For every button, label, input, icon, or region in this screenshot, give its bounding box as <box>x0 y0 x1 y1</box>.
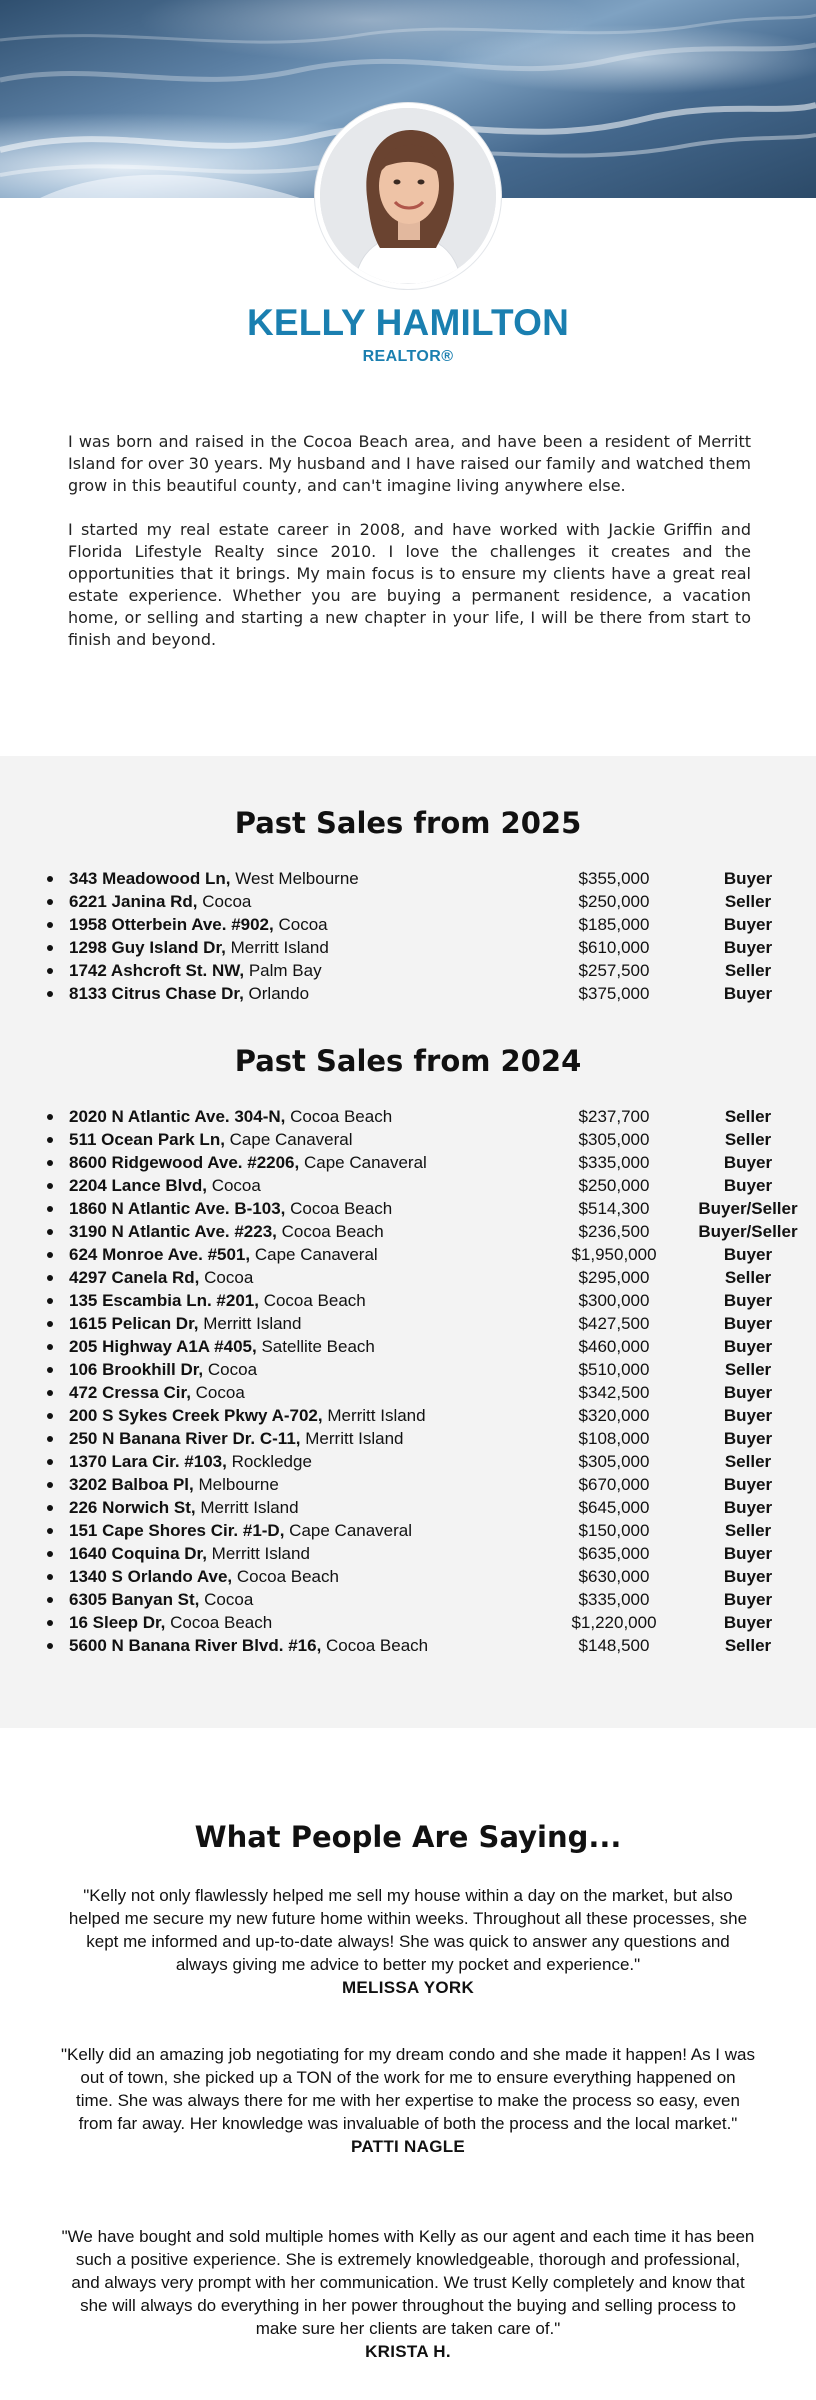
sale-role: Buyer <box>723 1291 773 1310</box>
sale-price: $295,000 <box>578 1268 650 1287</box>
sale-street: 511 Ocean Park Ln, <box>69 1130 225 1149</box>
portrait-photo-icon <box>320 108 496 284</box>
testimonials-heading: What People Are Saying... <box>194 1820 622 1854</box>
sale-city: Melbourne <box>198 1475 279 1494</box>
sale-city: Cocoa Beach <box>290 1107 393 1126</box>
sale-city: Cape Canaveral <box>289 1521 413 1540</box>
sale-role: Buyer <box>723 1475 773 1494</box>
sale-row <box>44 1266 772 1289</box>
sales-2024-heading: Past Sales from 2024 <box>234 1044 582 1078</box>
sale-address <box>69 1427 404 1450</box>
sale-city: Rockledge <box>231 1452 312 1471</box>
sale-address <box>69 1611 272 1634</box>
sale-price: $355,000 <box>578 869 650 888</box>
bullet-icon <box>47 1574 53 1580</box>
sale-row <box>44 1243 773 1266</box>
sale-role: Seller <box>724 1360 772 1379</box>
sale-street: 4297 Canela Rd, <box>69 1268 200 1287</box>
sale-role: Buyer <box>723 1153 773 1172</box>
sale-row <box>44 1473 773 1496</box>
sale-role: Buyer <box>723 984 773 1003</box>
sale-street: 226 Norwich St, <box>69 1498 196 1517</box>
sale-street: 5600 N Banana River Blvd. #16, <box>69 1636 322 1655</box>
sale-role: Buyer <box>723 1406 773 1425</box>
sale-city: Cocoa <box>211 1176 261 1195</box>
sale-address <box>69 1496 299 1519</box>
sale-price: $630,000 <box>578 1567 650 1586</box>
sale-role: Buyer <box>723 1498 773 1517</box>
bullet-icon <box>47 1390 53 1396</box>
sale-row <box>44 1220 798 1243</box>
bullet-icon <box>47 1252 53 1258</box>
sale-street: 8600 Ridgewood Ave. #2206, <box>69 1153 300 1172</box>
bullet-icon <box>47 1321 53 1327</box>
sale-row <box>44 1450 772 1473</box>
sale-city: Cocoa <box>195 1383 245 1402</box>
sale-street: 2020 N Atlantic Ave. 304-N, <box>69 1107 286 1126</box>
sale-address <box>69 1105 392 1128</box>
bullet-icon <box>47 945 53 951</box>
sale-price: $670,000 <box>578 1475 650 1494</box>
testimonial <box>60 2043 756 2158</box>
sale-address <box>69 1542 310 1565</box>
sale-price: $250,000 <box>578 1176 650 1195</box>
sale-address <box>69 1335 375 1358</box>
agent-bio <box>68 431 751 673</box>
sale-address <box>69 913 328 936</box>
sale-city: Merritt Island <box>200 1498 299 1517</box>
sale-city: Cocoa Beach <box>281 1222 384 1241</box>
bullet-icon <box>47 968 53 974</box>
sale-address <box>69 959 322 982</box>
sale-price: $150,000 <box>578 1521 650 1540</box>
sale-address <box>69 1358 257 1381</box>
sale-price: $250,000 <box>578 892 650 911</box>
sale-street: 3202 Balboa Pl, <box>69 1475 194 1494</box>
sale-city: Cocoa Beach <box>263 1291 366 1310</box>
agent-name: KELLY HAMILTON <box>246 302 570 343</box>
bullet-icon <box>47 1505 53 1511</box>
sale-role: Buyer <box>723 869 773 888</box>
sale-role: Buyer <box>723 1314 773 1333</box>
sales-2024-list <box>44 1105 798 1657</box>
sale-address <box>69 1565 339 1588</box>
sale-city: Cocoa Beach <box>326 1636 429 1655</box>
bullet-icon <box>47 1137 53 1143</box>
sales-2025-heading: Past Sales from 2025 <box>234 806 582 840</box>
sale-price: $514,300 <box>578 1199 650 1218</box>
sale-price: $108,000 <box>578 1429 650 1448</box>
bullet-icon <box>47 922 53 928</box>
sale-price: $510,000 <box>578 1360 650 1379</box>
sale-price: $185,000 <box>578 915 650 934</box>
sale-address <box>69 1519 412 1542</box>
sale-role: Seller <box>724 1521 772 1540</box>
sale-street: 250 N Banana River Dr. C-11, <box>69 1429 301 1448</box>
sale-price: $375,000 <box>578 984 650 1003</box>
sale-city: Cocoa <box>207 1360 258 1379</box>
bullet-icon <box>47 1597 53 1603</box>
sale-row <box>44 1197 798 1220</box>
bullet-icon <box>47 991 53 997</box>
sales-2025-list <box>44 867 773 1005</box>
sale-city: Cocoa Beach <box>290 1199 393 1218</box>
bullet-icon <box>47 1114 53 1120</box>
bio-paragraph: I started my real estate career in 2008, and have worked with Jackie Griffin and Florida Lifestyle Realty since 2010. I love the challenges it creates and the opportunities that it brings. My main focus is to ensure my clients have a great real estate experience. Whether you are buying a permanent residence, a vacation home, or selling and starting a new chapter in your life, I will be there from start to finish and beyond. <box>68 520 751 649</box>
sale-address <box>69 890 251 913</box>
sale-price: $427,500 <box>578 1314 650 1333</box>
sale-price: $300,000 <box>578 1291 650 1310</box>
bullet-icon <box>47 1413 53 1419</box>
sale-city: Merritt Island <box>203 1314 302 1333</box>
sale-price: $148,500 <box>578 1636 650 1655</box>
sale-price: $305,000 <box>578 1452 650 1471</box>
sale-address <box>69 1473 279 1496</box>
sale-city: Cocoa <box>278 915 328 934</box>
sale-street: 1298 Guy Island Dr, <box>69 938 226 957</box>
sale-role: Buyer <box>723 938 773 957</box>
sale-address <box>69 1151 427 1174</box>
sale-row <box>44 982 773 1005</box>
sale-street: 8133 Citrus Chase Dr, <box>69 984 244 1003</box>
sale-address <box>69 1312 301 1335</box>
avatar <box>320 108 496 284</box>
sale-price: $610,000 <box>578 938 650 957</box>
agent-title: REALTOR® <box>362 348 454 365</box>
sale-street: 135 Escambia Ln. #201, <box>69 1291 259 1310</box>
sale-row <box>44 1381 773 1404</box>
sale-city: Cape Canaveral <box>229 1130 353 1149</box>
sale-address <box>69 1266 253 1289</box>
sale-role: Buyer <box>723 1567 773 1586</box>
sale-city: Palm Bay <box>248 961 322 980</box>
sale-address <box>69 1634 428 1657</box>
sale-city: Cocoa <box>204 1268 254 1287</box>
testimonial-author: MELISSA YORK <box>341 1978 475 1997</box>
bullet-icon <box>47 1229 53 1235</box>
sale-city: Cocoa Beach <box>170 1613 273 1632</box>
bullet-icon <box>47 1275 53 1281</box>
sale-role: Buyer <box>723 1337 773 1356</box>
sale-price: $305,000 <box>578 1130 650 1149</box>
sale-city: Merritt Island <box>211 1544 310 1563</box>
sale-row <box>44 913 773 936</box>
sale-row <box>44 1312 773 1335</box>
sale-row <box>44 1542 773 1565</box>
sale-street: 200 S Sykes Creek Pkwy A-702, <box>69 1406 323 1425</box>
sale-street: 6221 Janina Rd, <box>69 892 198 911</box>
sale-street: 1340 S Orlando Ave, <box>69 1567 233 1586</box>
sale-address <box>69 1197 392 1220</box>
sale-row <box>44 1335 773 1358</box>
sale-address <box>69 1588 253 1611</box>
sale-row <box>44 1404 773 1427</box>
sale-street: 1640 Coquina Dr, <box>69 1544 207 1563</box>
sale-role: Seller <box>724 961 772 980</box>
sale-street: 1742 Ashcroft St. NW, <box>69 961 245 980</box>
sale-row <box>44 959 772 982</box>
sale-address <box>69 982 309 1005</box>
sale-row <box>44 1611 773 1634</box>
sale-street: 6305 Banyan St, <box>69 1590 200 1609</box>
sale-city: Merritt Island <box>327 1406 426 1425</box>
bullet-icon <box>47 1344 53 1350</box>
sale-address <box>69 1243 378 1266</box>
sale-price: $335,000 <box>578 1153 650 1172</box>
sale-row <box>44 1105 772 1128</box>
bullet-icon <box>47 1436 53 1442</box>
testimonial-quote: "Kelly not only flawlessly helped me sell my house within a day on the market, but also helped me secure my new future home within weeks. Throughout all these processes, she kept me informed and up-to-date always! She was quick to answer any questions and always giving me advice to better my pocket and experience." <box>68 1886 748 1974</box>
sale-role: Buyer/Seller <box>698 1222 798 1241</box>
bullet-icon <box>47 1206 53 1212</box>
sale-price: $257,500 <box>578 961 650 980</box>
bio-paragraph: I was born and raised in the Cocoa Beach area, and have been a resident of Merritt Island for over 30 years. My husband and I have raised our family and watched them grow in this beautiful county, and can't imagine living anywhere else. <box>68 432 751 495</box>
sale-street: 343 Meadowood Ln, <box>69 869 231 888</box>
sale-address <box>69 1381 245 1404</box>
sale-address <box>69 1404 426 1427</box>
bullet-icon <box>47 899 53 905</box>
testimonial-author: PATTI NAGLE <box>350 2137 466 2156</box>
sale-city: West Melbourne <box>235 869 359 888</box>
sale-price: $335,000 <box>578 1590 650 1609</box>
past-sales-section <box>0 756 816 1728</box>
sale-row <box>44 1151 773 1174</box>
sale-role: Buyer <box>723 915 773 934</box>
sale-address <box>69 1174 261 1197</box>
sale-street: 1958 Otterbein Ave. #902, <box>69 915 274 934</box>
sale-city: Cape Canaveral <box>254 1245 378 1264</box>
sale-row <box>44 1588 773 1611</box>
sale-role: Seller <box>724 1452 772 1471</box>
sale-price: $460,000 <box>578 1337 650 1356</box>
sale-role: Seller <box>724 1268 772 1287</box>
testimonial <box>60 1884 756 1999</box>
sale-row <box>44 936 773 959</box>
sale-price: $320,000 <box>578 1406 650 1425</box>
sale-role: Buyer <box>723 1245 773 1264</box>
sale-role: Buyer <box>723 1613 773 1632</box>
sale-street: 106 Brookhill Dr, <box>69 1360 204 1379</box>
sale-price: $645,000 <box>578 1498 650 1517</box>
testimonial-quote: "We have bought and sold multiple homes with Kelly as our agent and each time it has been such a positive experience. She is extremely knowledgeable, thorough and professional, and always very prompt with her communication. We trust Kelly completely and know that she will always do everything in her power throughout the buying and selling process to make sure her clients are taken care of." <box>61 2227 755 2338</box>
bullet-icon <box>47 1160 53 1166</box>
bullet-icon <box>47 1620 53 1626</box>
sale-role: Seller <box>724 1107 772 1126</box>
sale-row <box>44 1289 773 1312</box>
sale-address <box>69 1289 366 1312</box>
sale-street: 624 Monroe Ave. #501, <box>69 1245 251 1264</box>
sale-street: 3190 N Atlantic Ave. #223, <box>69 1222 277 1241</box>
sale-street: 1615 Pelican Dr, <box>69 1314 199 1333</box>
bullet-icon <box>47 1528 53 1534</box>
sale-street: 472 Cressa Cir, <box>69 1383 191 1402</box>
sale-city: Satellite Beach <box>261 1337 375 1356</box>
sale-role: Buyer <box>723 1544 773 1563</box>
sale-price: $1,950,000 <box>571 1245 657 1264</box>
sale-row <box>44 1496 773 1519</box>
sale-address <box>69 936 329 959</box>
sale-row <box>44 1174 773 1197</box>
bullet-icon <box>47 1298 53 1304</box>
sale-role: Buyer <box>723 1429 773 1448</box>
sale-row <box>44 890 772 913</box>
bullet-icon <box>47 1551 53 1557</box>
sale-street: 1370 Lara Cir. #103, <box>69 1452 227 1471</box>
sale-role: Buyer <box>723 1176 773 1195</box>
sale-city: Orlando <box>248 984 310 1003</box>
sale-role: Seller <box>724 1636 772 1655</box>
sale-role: Seller <box>724 892 772 911</box>
bullet-icon <box>47 876 53 882</box>
bullet-icon <box>47 1482 53 1488</box>
sale-city: Merritt Island <box>230 938 329 957</box>
sale-row <box>44 1427 773 1450</box>
sale-price: $635,000 <box>578 1544 650 1563</box>
sale-price: $237,700 <box>578 1107 650 1126</box>
bullet-icon <box>47 1183 53 1189</box>
bullet-icon <box>47 1367 53 1373</box>
sale-address <box>69 1450 312 1473</box>
sale-address <box>69 867 359 890</box>
sale-row <box>44 1565 773 1588</box>
sale-role: Buyer <box>723 1383 773 1402</box>
testimonial-author: KRISTA H. <box>365 2342 451 2361</box>
sale-row <box>44 1634 772 1657</box>
sale-city: Merritt Island <box>305 1429 404 1448</box>
sale-street: 2204 Lance Blvd, <box>69 1176 207 1195</box>
sale-street: 151 Cape Shores Cir. #1-D, <box>69 1521 285 1540</box>
sale-street: 205 Highway A1A #405, <box>69 1337 257 1356</box>
sale-row <box>44 1519 772 1542</box>
sale-role: Seller <box>724 1130 772 1149</box>
sale-city: Cocoa <box>204 1590 254 1609</box>
sale-address <box>69 1128 353 1151</box>
sale-row <box>44 1128 772 1151</box>
sale-address <box>69 1220 384 1243</box>
testimonial <box>60 2225 756 2363</box>
sale-price: $236,500 <box>578 1222 650 1241</box>
bullet-icon <box>47 1459 53 1465</box>
sale-role: Buyer/Seller <box>698 1199 798 1218</box>
sale-city: Cocoa <box>202 892 252 911</box>
sale-city: Cocoa Beach <box>236 1567 339 1586</box>
sale-row <box>44 867 773 890</box>
sale-row <box>44 1358 772 1381</box>
sale-price: $1,220,000 <box>571 1613 657 1632</box>
bullet-icon <box>47 1643 53 1649</box>
testimonial-quote: "Kelly did an amazing job negotiating for my dream condo and she made it happen! As I was out of town, she picked up a TON of the work for me to ensure everything happened on time. She was always there for me with her expertise to make the process so easy, even from far away. Her knowledge was invaluable of both the process and the local market." <box>60 2045 755 2133</box>
sale-price: $342,500 <box>578 1383 650 1402</box>
sale-street: 16 Sleep Dr, <box>69 1613 166 1632</box>
sale-role: Buyer <box>723 1590 773 1609</box>
sale-city: Cape Canaveral <box>303 1153 427 1172</box>
sale-street: 1860 N Atlantic Ave. B-103, <box>69 1199 286 1218</box>
